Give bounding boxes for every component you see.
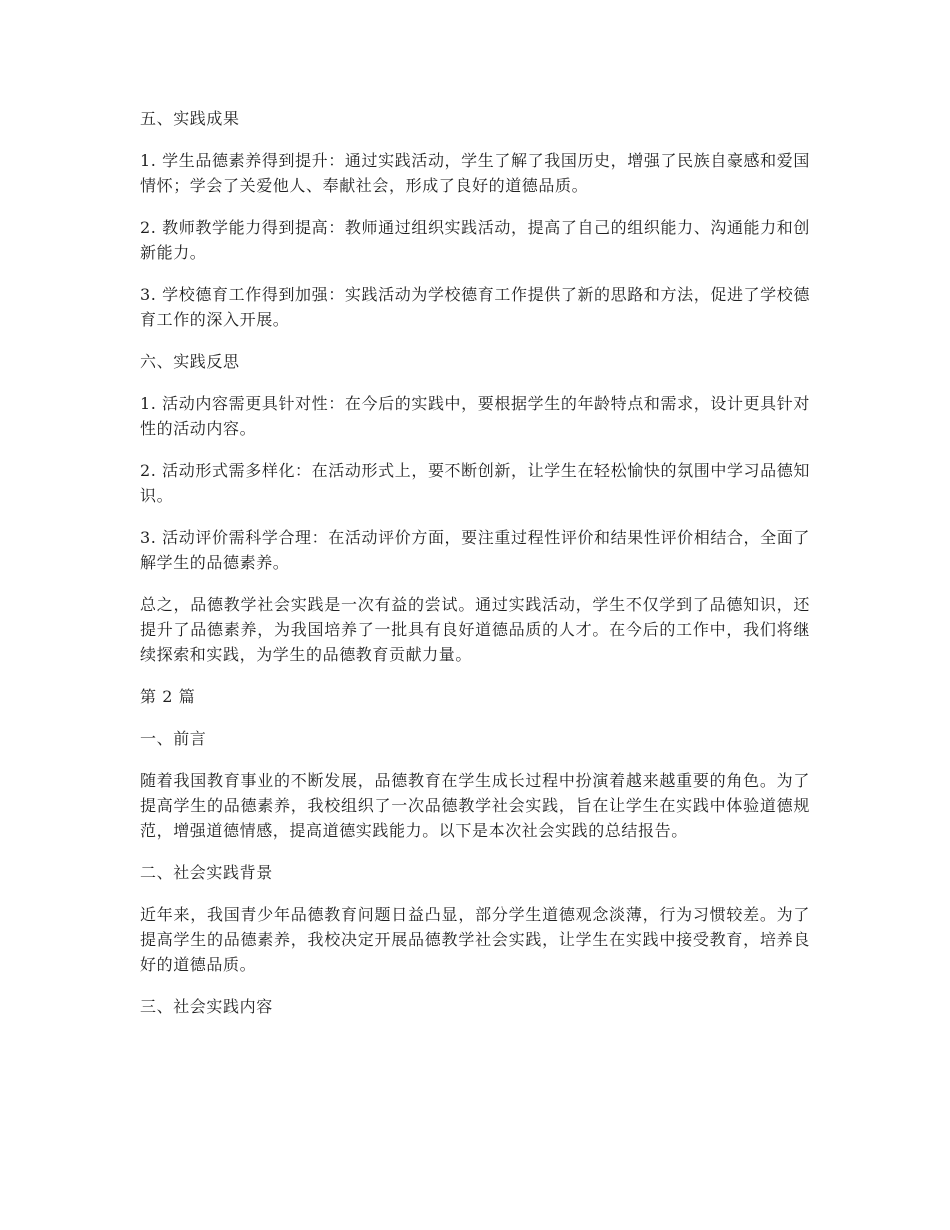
paragraph-result-2: 2. 教师教学能力得到提高：教师通过组织实践活动，提高了自己的组织能力、沟通能力和创新能力。 (140, 218, 810, 262)
section-heading-background: 二、社会实践背景 (140, 863, 273, 882)
paragraph-result-3: 3. 学校德育工作得到加强：实践活动为学校德育工作提供了新的思路和方法，促进了学校德育工作的深入开展。 (140, 285, 810, 329)
paragraph-conclusion: 总之，品德教学社会实践是一次有益的尝试。通过实践活动，学生不仅学到了品德知识，还提升了品德素养，为我国培养了一批具有良好道德品质的人才。在今后的工作中，我们将继续探索和实践，为学生的品德教育贡献力量。 (140, 595, 810, 664)
document-page (140, 106, 810, 1036)
article-heading-2: 第 2 篇 (140, 687, 196, 706)
section-heading-content: 三、社会实践内容 (140, 997, 273, 1016)
paragraph-reflection-1: 1. 活动内容需更具针对性：在今后的实践中，要根据学生的年龄特点和需求，设计更具针对性的活动内容。 (140, 394, 810, 438)
paragraph-result-1: 1. 学生品德素养得到提升：通过实践活动，学生了解了我国历史，增强了民族自豪感和爱国情怀；学会了关爱他人、奉献社会，形成了良好的道德品质。 (140, 151, 810, 195)
section-heading-results: 五、实践成果 (140, 109, 240, 128)
paragraph-reflection-3: 3. 活动评价需科学合理：在活动评价方面，要注重过程性评价和结果性评价相结合，全面了解学生的品德素养。 (140, 528, 810, 572)
paragraph-background: 近年来，我国青少年品德教育问题日益凸显，部分学生道德观念淡薄，行为习惯较差。为了提高学生的品德素养，我校决定开展品德教学社会实践，让学生在实践中接受教育，培养良好的道德品质。 (140, 905, 810, 974)
paragraph-reflection-2: 2. 活动形式需多样化：在活动形式上，要不断创新，让学生在轻松愉快的氛围中学习品德知识。 (140, 461, 810, 505)
section-heading-preface: 一、前言 (140, 729, 207, 748)
section-heading-reflection: 六、实践反思 (140, 352, 240, 371)
paragraph-preface: 随着我国教育事业的不断发展，品德教育在学生成长过程中扮演着越来越重要的角色。为了提高学生的品德素养，我校组织了一次品德教学社会实践，旨在让学生在实践中体验道德规范，增强道德情感，提高道德实践能力。以下是本次社会实践的总结报告。 (140, 771, 810, 840)
